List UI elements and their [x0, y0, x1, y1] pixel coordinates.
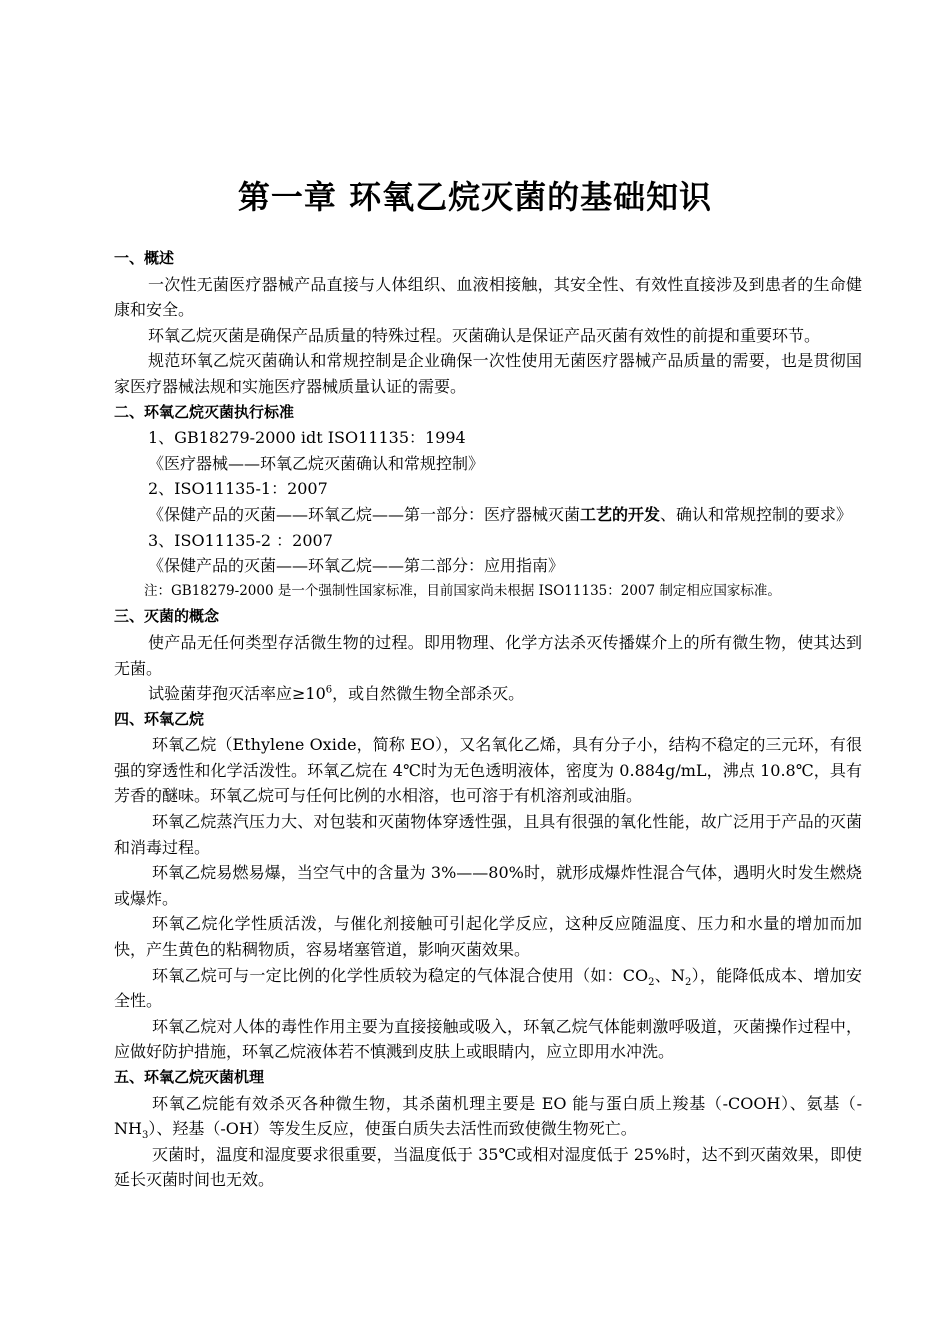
section-heading-overview: 一、概述: [114, 249, 175, 267]
standard-item: 1、GB18279-2000 idt ISO11135：1994: [148, 428, 466, 448]
standard-item: 2、ISO11135-1：2007: [148, 479, 328, 499]
paragraph: 规范环氧乙烷灭菌确认和常规控制是企业确保一次性使用无菌医疗器械产品质量的需要，也是贯彻国家医疗器械法规和实施医疗器械质量认证的需要。: [114, 351, 862, 396]
paragraph: 环氧乙烷能有效杀灭各种微生物，其杀菌机理主要是 EO 能与蛋白质上羧基（-COOH）、氨基$(-NH_3)$、羟基（-OH）等发生反应，使蛋白质失去活性而致使微生物死亡。: [114, 1093, 862, 1142]
paragraph: 环氧乙烷（Ethylene Oxide，简称 EO），又名氧化乙烯，具有分子小，结构不稳定的三元环，有很强的穿透性和化学活泼性。环氧乙烷在 4℃时为无色透明液体，密度为 0.884g/mL，沸点 10.8℃，具有芳香的醚味。环氧乙烷可与任何比例的水相溶，也可溶于有机溶剂或油脂。: [114, 735, 862, 806]
paragraph: 使产品无任何类型存活微生物的过程。即用物理、化学方法杀灭传播媒介上的所有微生物，使其达到无菌。: [114, 632, 862, 678]
standard-title: 《保健产品的灭菌——环氧乙烷——第一部分：医疗器械灭菌工艺的开发、确认和常规控制的要求》: [148, 504, 853, 524]
paragraph: 一次性无菌医疗器械产品直接与人体组织、血液相接触，其安全性、有效性直接涉及到患者的生命健康和安全。: [114, 274, 862, 320]
section-heading-mechanism: 五、环氧乙烷灭菌机理: [114, 1068, 265, 1086]
standard-title: 《医疗器械——环氧乙烷灭菌确认和常规控制》: [148, 453, 485, 473]
section-heading-ethylene-oxide: 四、环氧乙烷: [114, 709, 205, 728]
section-heading-standards: 二、环氧乙烷灭菌执行标准: [114, 402, 295, 421]
paragraph: 环氧乙烷可与一定比例的化学性质较为稳定的气体混合使用（如：$CO_2$、$N_2$），能降低成本、增加安全性。: [114, 965, 862, 1011]
paragraph: 环氧乙烷对人体的毒性作用主要为直接接触或吸入，环氧乙烷气体能刺激呼吸道，灭菌操作过程中，应做好防护措施，环氧乙烷液体若不慎溅到皮肤上或眼睛内，应立即用水冲洗。: [114, 1016, 862, 1062]
paragraph: 环氧乙烷化学性质活泼，与催化剂接触可引起化学反应，这种反应随温度、压力和水量的增加而加快，产生黄色的粘稠物质，容易堵塞管道，影响灭菌效果。: [114, 914, 862, 960]
document-body: [114, 246, 862, 1193]
footnote: 注：GB18279-2000 是一个强制性国家标准，目前国家尚未根据 ISO11135：2007 制定相应国家标准。: [144, 582, 781, 599]
chapter-title: 第一章 环氧乙烷灭菌的基础知识: [237, 178, 713, 216]
standard-item: 3、ISO11135-2 ：2007: [148, 530, 333, 550]
paragraph: 环氧乙烷易燃易爆，当空气中的含量为 3%——80%时，就形成爆炸性混合气体，遇明火时发生燃烧或爆炸。: [114, 863, 862, 908]
standard-title: 《保健产品的灭菌——环氧乙烷——第二部分：应用指南》: [148, 556, 565, 576]
paragraph: 环氧乙烷蒸汽压力大、对包装和灭菌物体穿透性强，且具有很强的氧化性能，故广泛用于产品的灭菌和消毒过程。: [114, 812, 862, 857]
paragraph: 试验菌芽孢灭活率应$\ge 10^6$，或自然微生物全部杀灭。: [148, 684, 525, 704]
paragraph: 灭菌时，温度和湿度要求很重要，当温度低于 35℃或相对湿度低于 25%时，达不到灭菌效果，即使延长灭菌时间也无效。: [114, 1144, 862, 1190]
section-heading-concept: 三、灭菌的概念: [114, 607, 220, 626]
paragraph: 环氧乙烷灭菌是确保产品质量的特殊过程。灭菌确认是保证产品灭菌有效性的前提和重要环节。: [148, 325, 821, 345]
